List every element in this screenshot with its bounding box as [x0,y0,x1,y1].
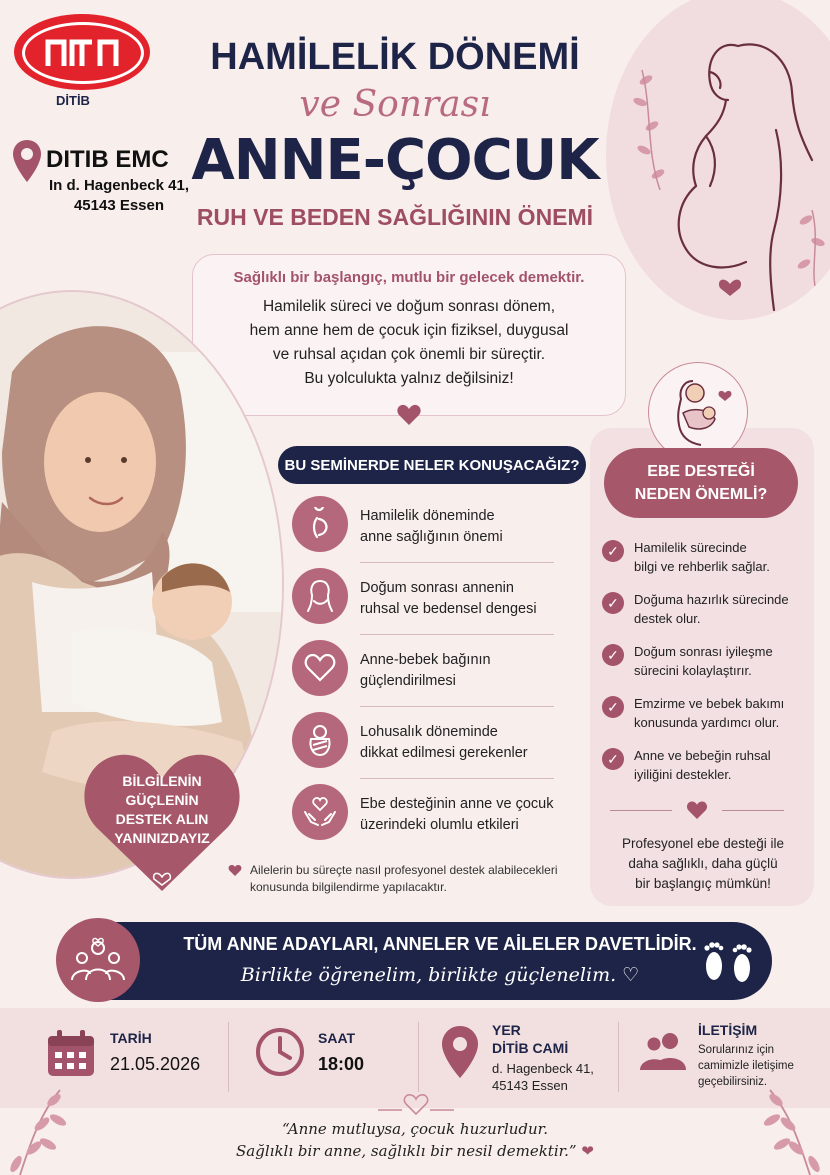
pregnant-icon [292,496,348,552]
contact-line-3: geçebilirsiniz. [698,1076,768,1088]
baby-footprints-icon [698,936,760,988]
seminar-note [250,862,610,896]
seminar-item-line-2: güçlendirilmesi [360,673,456,689]
date-info [110,1016,200,1098]
seminar-item-line-2: anne sağlığının önemi [360,529,503,545]
subtitle: RUH VE BEDEN SAĞLIĞININ ÖNEMİ [196,204,594,230]
check-icon: ✓ [602,696,624,718]
seminar-item [292,712,562,774]
intro-body [193,295,625,391]
check-line-1: Hamilelik sürecinde [634,540,747,555]
quote-heart-ornament [376,1092,456,1118]
clock-icon [254,1026,306,1078]
ditib-logo [14,14,150,90]
check-line-1: Emzirme ve bebek bakımı [634,696,785,711]
date-value: 21.05.2026 [110,1054,201,1074]
quote-line-2: Sağlıklı bir anne, sağlıklı bir nesil demektir.” [236,1142,577,1160]
ebe-footer-line-3: bir başlangıç mümkün! [635,876,771,891]
logo-caption: DİTİB [56,93,90,108]
badge-line-2: GÜÇLENİN [125,792,199,808]
divider [360,778,554,779]
badge-line-4: YANINIZDAYIZ [114,830,210,846]
swaddled-baby-icon [292,712,348,768]
ebe-check-item [602,538,808,584]
location-title: DITIB EMC [46,146,169,173]
ebe-footer-line-2: daha sağlıklı, daha güçlü [628,856,778,871]
contact-line-1: Sorularınız için [698,1044,775,1056]
place-address [492,1060,594,1094]
date-label: TARİH [110,1030,152,1046]
contact-text [698,1042,794,1090]
seminar-item-label [360,722,560,764]
ebe-check-item [602,746,808,792]
floral-branch-right-icon [720,1084,830,1175]
caring-hands-icon [292,784,348,840]
check-line-1: Doğuma hazırlık sürecinde [634,592,789,607]
intro-line-3: ve ruhsal açıdan çok önemli bir süreçtir. [272,346,546,363]
title-line-1: HAMİLELİK DÖNEMİ [210,36,580,78]
badge-line-3: DESTEK ALIN [115,811,209,827]
contact-people-icon [640,1030,690,1072]
pregnant-illustration [606,0,830,320]
seminar-item-label [360,578,560,620]
location-pin-icon [12,138,42,184]
check-icon: ✓ [602,748,624,770]
ebe-footer-line-1: Profesyonel ebe desteği ile [621,836,785,851]
seminar-item-label [360,506,560,548]
seminar-item-line-1: Anne-bebek bağının [360,652,491,668]
info-divider [228,1022,229,1092]
ebe-heart-icon [686,800,708,820]
note-heart-icon [228,864,242,877]
seminar-item-line-1: Doğum sonrası annenin [360,580,514,596]
check-line-2: sürecini kolaylaştırır. [634,663,752,678]
seminar-item [292,568,562,630]
mother-holding-baby-icon [649,363,747,461]
calendar-icon [46,1028,96,1078]
check-line-2: destek olur. [634,611,701,626]
place-info [492,1016,594,1098]
ebe-title-line-2: NEDEN ÖNEMLİ? [634,486,768,503]
divider [360,634,554,635]
ebe-check-item [602,642,808,688]
seminar-item-label [360,650,560,692]
time-value: 18:00 [318,1054,365,1074]
seminar-item-line-2: dikkat edilmesi gerekenler [360,745,528,761]
ebe-check-text [634,590,812,628]
seminar-item-line-2: ruhsal ve bedensel dengesi [360,601,537,617]
intro-line-2: hem anne hem de çocuk için fiziksel, duygusal [249,322,569,339]
ebe-check-text [634,538,812,576]
place-addr-line-1: d. Hagenbeck 41, [492,1061,594,1076]
address-line-1: In d. Hagenbeck 41, [48,177,190,194]
quote-line-2-wrap [160,1140,670,1162]
ebe-check-item [602,590,808,636]
seminar-item-line-1: Hamilelik döneminde [360,508,495,524]
quote-heart-icon: ❤ [581,1142,594,1160]
time-label: SAAT [318,1030,356,1046]
banner-line-1: TÜM ANNE ADAYLARI, ANNELER VE AİLELER DAVETLİDİR. [183,934,697,954]
intro-box [192,254,626,416]
seminar-item [292,640,562,702]
intro-heart-icon [396,403,422,427]
pregnant-woman-icon [606,0,830,320]
place-value: DİTİB CAMİ [492,1040,569,1056]
location-address [40,176,198,216]
contact-line-2: camimizle iletişime [698,1060,794,1072]
seminar-item-line-2: üzerindeki olumlu etkileri [360,817,519,833]
contact-label: İLETİŞİM [698,1022,758,1038]
intro-line-4: Bu yolculukta yalnız değilsiniz! [304,370,514,387]
seminar-item-label [360,794,560,836]
check-line-2: konusunda yardımcı olur. [634,715,780,730]
closing-quote [160,1118,670,1162]
seminar-item [292,496,562,558]
seminar-item-line-1: Ebe desteğinin anne ve çocuk [360,796,554,812]
ebe-check-item [602,694,808,740]
ebe-title-line-1: EBE DESTEĞİ [647,463,755,480]
ebe-divider-right [722,810,784,811]
quote-line-1: “Anne mutluysa, çocuk huzurludur. [282,1120,548,1138]
title-line-3: ANNE-ÇOCUK [191,128,599,193]
mother-baby-icon [292,568,348,624]
check-line-2: bilgi ve rehberlik sağlar. [634,559,770,574]
place-addr-line-2: 45143 Essen [492,1078,568,1093]
time-info [318,1016,364,1098]
check-line-1: Anne ve bebeğin ruhsal [634,748,771,763]
logo-emblem-icon [42,34,122,72]
seminar-item [292,784,562,846]
ebe-footer [598,834,808,894]
address-line-2: 45143 Essen [73,197,165,214]
ebe-title [604,448,798,518]
ebe-check-text [634,746,812,784]
check-line-1: Doğum sonrası iyileşme [634,644,773,659]
ebe-check-text [634,642,812,680]
title-line-2: ve Sonrası [299,84,491,125]
note-line-2: konusunda bilgilendirme yapılacaktır. [250,880,447,894]
check-icon: ✓ [602,644,624,666]
intro-lead: Sağlıklı bir başlangıç, mutlu bir gelecek demektir. [233,269,585,286]
ebe-divider-left [610,810,672,811]
heart-badge-text [82,772,242,848]
ebe-check-text [634,694,812,732]
mother-holding-baby-circle [648,362,748,462]
check-icon: ✓ [602,540,624,562]
note-line-1: Ailelerin bu süreçte nasıl profesyonel destek alabilecekleri [250,863,558,877]
info-divider [418,1022,419,1092]
divider [360,706,554,707]
heart-icon [292,640,348,696]
place-label: YER [492,1022,521,1038]
badge-line-1: BİLGİLENİN [122,773,202,789]
floral-branch-left-icon [0,1084,110,1175]
family-icon [56,918,140,1002]
location-pin-icon [440,1024,480,1080]
intro-line-1: Hamilelik süreci ve doğum sonrası dönem, [262,298,556,315]
seminar-title: BU SEMİNERDE NELER KONUŞACAĞIZ? [278,446,586,484]
check-icon: ✓ [602,592,624,614]
divider [360,562,554,563]
invitation-banner [58,922,772,1000]
check-line-2: iyiliğini destekler. [634,767,732,782]
seminar-item-line-1: Lohusalık döneminde [360,724,498,740]
info-divider [618,1022,619,1092]
banner-line-2: Birlikte öğrenelim, birlikte güçlenelim. ♡ [240,964,640,986]
